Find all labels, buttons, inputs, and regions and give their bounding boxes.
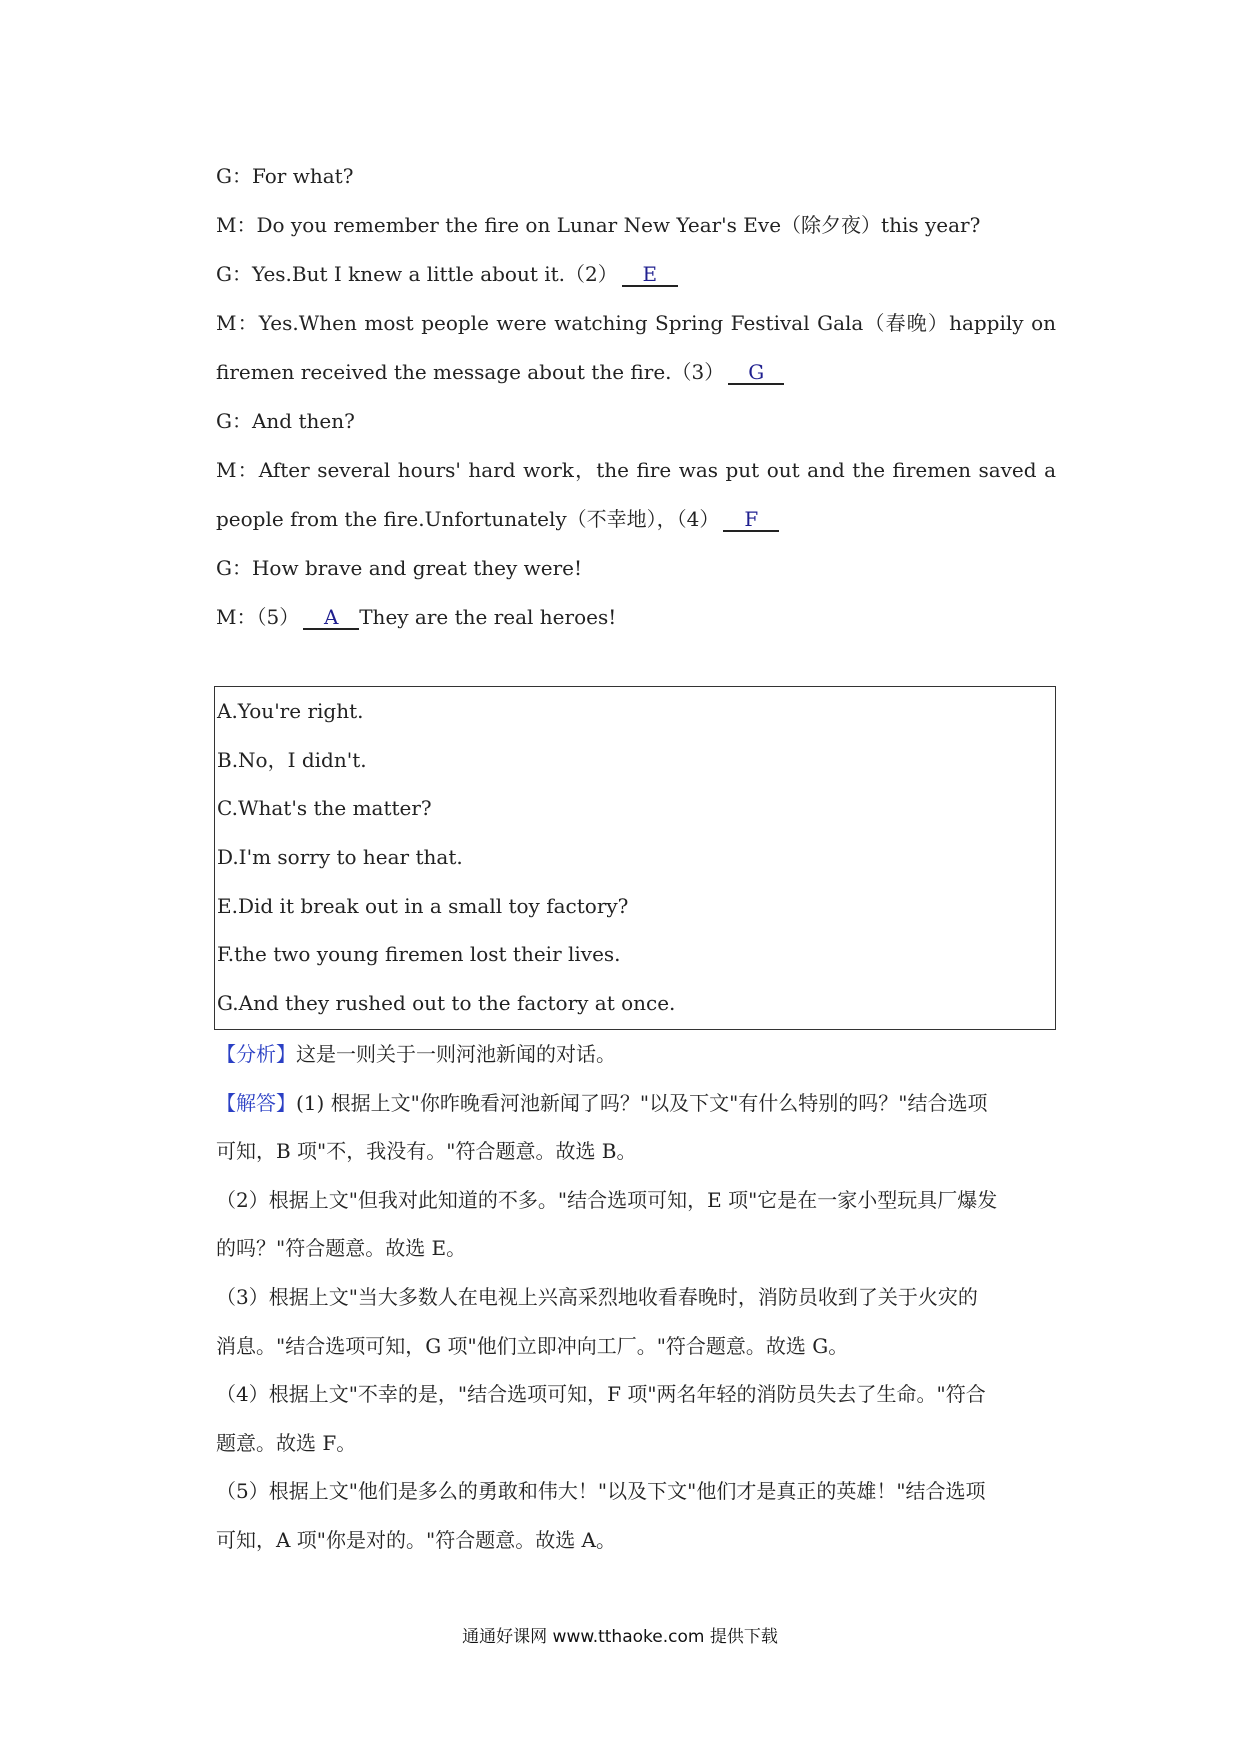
dialogue-line: G：Yes.But I knew a little about it.（2） E xyxy=(216,250,1056,299)
answer-blank: F xyxy=(723,508,779,532)
dialogue-line: M：After several hours' hard work，the fire was put out and the firemen saved a xyxy=(216,446,1056,495)
dialogue-line: G：For what? xyxy=(216,164,354,188)
answer-tag: 【解答】 xyxy=(216,1090,296,1115)
option-g: G.And they rushed out to the factory at once. xyxy=(217,991,676,1016)
dialogue-text: For what? xyxy=(251,164,354,188)
answer-line: （5）根据上文"他们是多么的勇敢和伟大！"以及下文"他们才是真正的英雄！"结合选项 xyxy=(216,1479,986,1504)
answer-blank: E xyxy=(622,263,678,287)
answer-line: 的吗？"符合题意。故选 E。 xyxy=(216,1236,467,1261)
dialogue-text: （5） xyxy=(256,605,300,629)
speaker-label: G xyxy=(216,409,232,433)
speaker-label: M xyxy=(216,458,237,482)
answer-blank: A xyxy=(303,606,359,630)
option-b: B.No，I didn't. xyxy=(217,747,367,772)
analysis-section xyxy=(216,1030,1056,1565)
answer-line: 可知，B 项"不，我没有。"符合题意。故选 B。 xyxy=(216,1139,637,1164)
dialogue-text: Yes.When most people were watching Spring Festival Gala（春晚）happily on xyxy=(258,311,1056,335)
analysis-line xyxy=(216,1030,1056,1079)
dialogue-text: Yes.But I knew a little about it.（2） xyxy=(251,262,618,286)
dialogue-text: Do you remember the fire on Lunar New Year's Eve（除夕夜）this year? xyxy=(256,213,981,237)
option-c: C.What's the matter? xyxy=(217,796,432,821)
dialogue-line: M：Yes.When most people were watching Spring Festival Gala（春晚）happily on xyxy=(216,299,1056,348)
answer-line: 可知，A 项"你是对的。"符合题意。故选 A。 xyxy=(216,1527,616,1552)
dialogue-line xyxy=(216,348,1056,397)
speaker-label: G xyxy=(216,262,232,286)
dialogue-text: How brave and great they were! xyxy=(251,556,583,580)
option-f: F.the two young firemen lost their lives. xyxy=(217,942,621,967)
answer-blank: G xyxy=(728,361,784,385)
speaker-label: G xyxy=(216,556,232,580)
dialogue-line: M：Do you remember the fire on Lunar New Year's Eve（除夕夜）this year? xyxy=(216,213,981,237)
dialogue-line: G：And then? xyxy=(216,409,355,433)
answer-text: (1) 根据上文"你昨晚看河池新闻了吗？"以及下文"有什么特别的吗？"结合选项 xyxy=(296,1090,988,1115)
answer-line: 消息。"结合选项可知，G 项"他们立即冲向工厂。"符合题意。故选 G。 xyxy=(216,1333,849,1358)
dialogue-text: After several hours' hard work，the fire was put out and the firemen saved a xyxy=(258,458,1056,482)
dialogue-section xyxy=(216,152,1056,642)
dialogue-text: people from the fire.Unfortunately（不幸地），（4） xyxy=(216,507,720,531)
option-e: E.Did it break out in a small toy factory? xyxy=(217,893,629,918)
speaker-label: M xyxy=(216,605,237,629)
answer-line: （3）根据上文"当大多数人在电视上兴高采烈地收看春晚时，消防员收到了关于火灾的 xyxy=(216,1284,978,1309)
option-d: D.I'm sorry to hear that. xyxy=(217,845,463,870)
speaker-label: M xyxy=(216,213,237,237)
analysis-text: 这是一则关于一则河池新闻的对话。 xyxy=(296,1042,616,1066)
dialogue-text: firemen received the message about the fire.（3） xyxy=(216,360,725,384)
answer-line xyxy=(216,1079,1056,1128)
analysis-tag: 【分析】 xyxy=(216,1042,296,1066)
footer-source: 通通好课网 www.tthaoke.com 提供下载 xyxy=(462,1627,778,1647)
option-a: A.You're right. xyxy=(217,699,364,723)
dialogue-line: G：How brave and great they were! xyxy=(216,556,583,580)
dialogue-line: M：（5） A They are the real heroes! xyxy=(216,605,617,629)
options-box xyxy=(214,686,1056,1030)
answer-line: （2）根据上文"但我对此知道的不多。"结合选项可知，E 项"它是在一家小型玩具厂爆发 xyxy=(216,1187,998,1212)
dialogue-text: And then? xyxy=(251,409,355,433)
answer-line: 题意。故选 F。 xyxy=(216,1430,357,1455)
answer-line: （4）根据上文"不幸的是，"结合选项可知，F 项"两名年轻的消防员失去了生命。"符合 xyxy=(216,1382,986,1407)
speaker-label: G xyxy=(216,164,232,188)
speaker-label: M xyxy=(216,311,237,335)
dialogue-line xyxy=(216,495,1056,544)
dialogue-text-after: They are the real heroes! xyxy=(359,605,617,629)
